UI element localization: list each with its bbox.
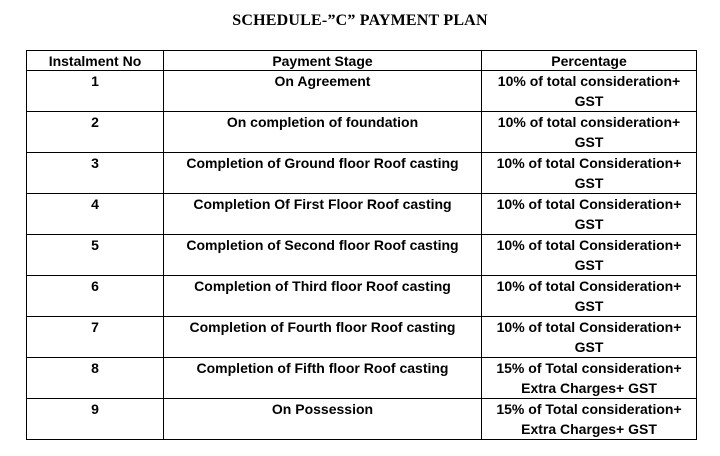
percentage-line: GST xyxy=(574,175,604,191)
instalment-no-cell: 9 xyxy=(27,399,164,440)
table-row xyxy=(27,153,697,194)
percentage-line: GST xyxy=(574,93,604,109)
percentage-line: 10% of total Consideration+ xyxy=(496,196,682,212)
percentage-line: GST xyxy=(574,134,604,150)
percentage-cell xyxy=(482,194,697,235)
percentage-line: GST xyxy=(574,339,604,355)
table-row xyxy=(27,194,697,235)
instalment-no-cell: 8 xyxy=(27,358,164,399)
header-instalment-no: Instalment No xyxy=(27,51,164,71)
table-header-row xyxy=(27,51,697,71)
payment-stage-cell: On Agreement xyxy=(164,71,482,112)
percentage-line: GST xyxy=(574,298,604,314)
percentage-cell xyxy=(482,112,697,153)
percentage-line: 15% of Total consideration+ xyxy=(496,360,682,376)
payment-stage-cell: On completion of foundation xyxy=(164,112,482,153)
instalment-no-cell: 7 xyxy=(27,317,164,358)
percentage-cell xyxy=(482,235,697,276)
percentage-cell xyxy=(482,276,697,317)
payment-stage-cell: Completion Of First Floor Roof casting xyxy=(164,194,482,235)
payment-stage-cell: Completion of Fourth floor Roof casting xyxy=(164,317,482,358)
instalment-no-cell: 2 xyxy=(27,112,164,153)
payment-stage-cell: Completion of Third floor Roof casting xyxy=(164,276,482,317)
percentage-line: Extra Charges+ GST xyxy=(521,380,657,396)
percentage-line: Extra Charges+ GST xyxy=(521,421,657,437)
payment-stage-cell: Completion of Ground floor Roof casting xyxy=(164,153,482,194)
percentage-cell xyxy=(482,399,697,440)
percentage-line: 10% of total consideration+ xyxy=(497,73,681,89)
table-row xyxy=(27,71,697,112)
payment-stage-cell: Completion of Second floor Roof casting xyxy=(164,235,482,276)
percentage-line: 10% of total consideration+ xyxy=(497,114,681,130)
instalment-no-cell: 4 xyxy=(27,194,164,235)
percentage-line: 10% of total Consideration+ xyxy=(496,319,682,335)
percentage-cell xyxy=(482,317,697,358)
instalment-no-cell: 1 xyxy=(27,71,164,112)
table-row xyxy=(27,399,697,440)
header-percentage: Percentage xyxy=(482,51,697,71)
page-title: SCHEDULE-”C” PAYMENT PLAN xyxy=(232,12,488,29)
payment-plan-table xyxy=(26,50,697,440)
payment-stage-cell: Completion of Fifth floor Roof casting xyxy=(164,358,482,399)
percentage-line: 10% of total Consideration+ xyxy=(496,278,682,294)
table-row xyxy=(27,358,697,399)
table-row xyxy=(27,317,697,358)
instalment-no-cell: 3 xyxy=(27,153,164,194)
percentage-line: GST xyxy=(574,216,604,232)
payment-stage-cell: On Possession xyxy=(164,399,482,440)
header-payment-stage: Payment Stage xyxy=(164,51,482,71)
percentage-cell xyxy=(482,71,697,112)
percentage-line: 10% of total Consideration+ xyxy=(496,237,682,253)
instalment-no-cell: 6 xyxy=(27,276,164,317)
instalment-no-cell: 5 xyxy=(27,235,164,276)
percentage-line: 10% of total Consideration+ xyxy=(496,155,682,171)
table-row xyxy=(27,112,697,153)
percentage-line: GST xyxy=(574,257,604,273)
percentage-cell xyxy=(482,153,697,194)
table-row xyxy=(27,276,697,317)
percentage-line: 15% of Total consideration+ xyxy=(496,401,682,417)
table-row xyxy=(27,235,697,276)
percentage-cell xyxy=(482,358,697,399)
